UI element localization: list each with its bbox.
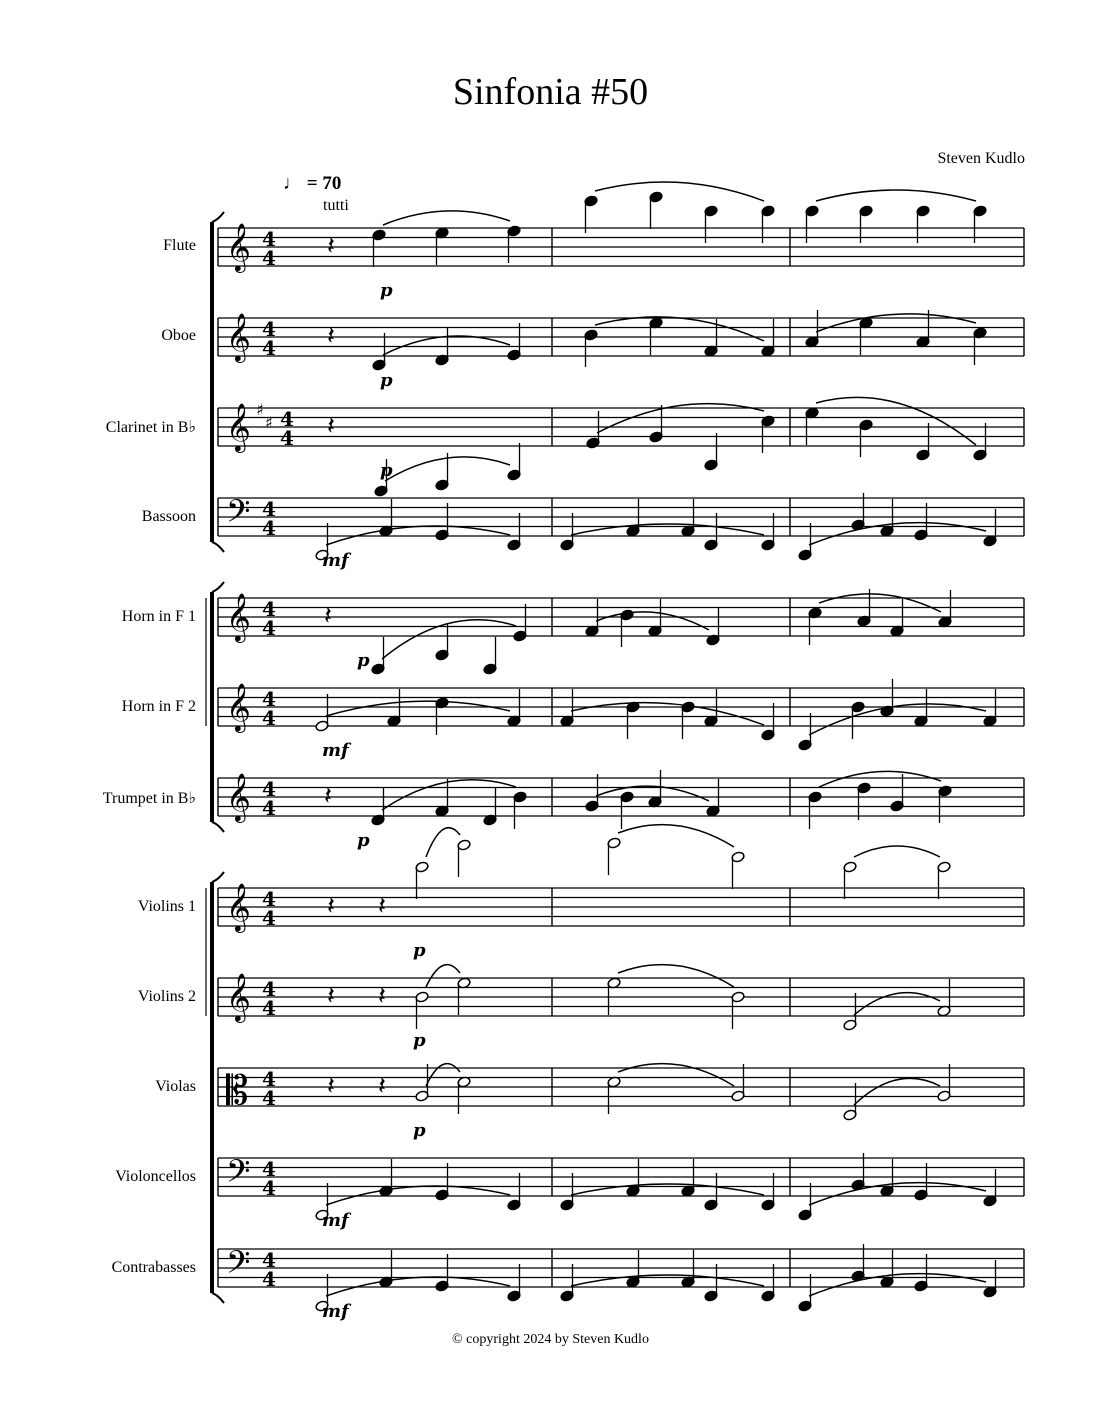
instrument-label: Oboe: [161, 327, 196, 344]
quarter-rest-icon: 𝄽: [378, 1071, 386, 1101]
dynamic-marking: p: [357, 650, 370, 671]
quarter-rest-icon: 𝄽: [327, 231, 335, 261]
dynamic-marking: p: [380, 370, 393, 391]
time-signature-numerator: 4: [262, 497, 276, 521]
treble-clef-icon: 𝄞: [226, 222, 251, 271]
time-signature-denominator: 4: [262, 996, 276, 1020]
quarter-rest-icon: 𝄽: [327, 1071, 335, 1101]
dynamic-marking: p: [357, 830, 370, 851]
instrument-label: Contrabasses: [111, 1259, 196, 1276]
slur: [854, 846, 940, 857]
time-signature-numerator: 4: [262, 597, 276, 621]
bracket-cap: [212, 542, 224, 552]
bracket-cap: [212, 1293, 224, 1303]
slur: [809, 704, 986, 735]
quarter-rest-icon: 𝄽: [378, 891, 386, 921]
time-signature-numerator: 4: [262, 777, 276, 801]
copyright-notice: © copyright 2024 by Steven Kudlo: [452, 1332, 649, 1347]
treble-clef-icon: 𝄞: [226, 592, 251, 641]
time-signature-numerator: 4: [262, 227, 276, 251]
composer-name: Steven Kudlo: [937, 150, 1025, 167]
dynamic-marking: p: [413, 940, 426, 961]
dynamic-marking: mf: [322, 1210, 349, 1231]
treble-clef-icon: 𝄞: [226, 312, 251, 361]
time-signature-numerator: 4: [262, 317, 276, 341]
time-signature-numerator: 4: [262, 887, 276, 911]
sharp-icon: ♯: [256, 400, 264, 419]
treble-clef-icon: 𝄞: [226, 972, 251, 1021]
instrument-label: Clarinet in B♭: [105, 419, 196, 436]
bass-clef-icon: 𝄢: [226, 493, 251, 537]
slur: [618, 825, 734, 847]
dynamic-marking: mf: [322, 740, 349, 761]
bass-clef-icon: 𝄢: [226, 1153, 251, 1197]
dynamic-marking: mf: [322, 1301, 349, 1322]
slur: [816, 314, 976, 332]
slur: [595, 182, 764, 201]
slur: [854, 1078, 940, 1105]
slur: [383, 336, 510, 355]
slur: [571, 524, 764, 535]
sharp-icon: ♯: [265, 413, 273, 432]
treble-clef-icon: 𝄞: [226, 772, 251, 821]
instrument-label: Violins 2: [137, 988, 196, 1005]
slur: [618, 965, 734, 987]
time-signature-denominator: 4: [280, 426, 294, 450]
bass-clef-icon: 𝄢: [226, 1244, 251, 1288]
treble-clef-icon: 𝄞: [226, 682, 251, 731]
slur: [426, 965, 460, 987]
tempo-marking: ♩ = 70: [283, 173, 342, 194]
slur: [571, 1184, 764, 1195]
time-signature-numerator: 4: [280, 407, 294, 431]
quarter-rest-icon: 𝄽: [378, 981, 386, 1011]
instrument-label: Violas: [155, 1078, 196, 1095]
dynamic-marking: p: [413, 1030, 426, 1051]
instrument-label: Horn in F 1: [121, 608, 196, 625]
dynamic-marking: p: [413, 1120, 426, 1141]
instrument-label: Flute: [163, 237, 196, 254]
time-signature-denominator: 4: [262, 796, 276, 820]
slur: [618, 1064, 734, 1086]
time-signature-denominator: 4: [262, 1267, 276, 1291]
slur: [819, 771, 941, 787]
instrument-label: Violoncellos: [115, 1168, 196, 1185]
time-signature-denominator: 4: [262, 706, 276, 730]
quarter-rest-icon: 𝄽: [327, 981, 335, 1011]
time-signature-numerator: 4: [262, 687, 276, 711]
slur: [326, 701, 510, 716]
slur: [819, 594, 941, 612]
slur: [816, 190, 976, 201]
slur: [571, 1275, 764, 1286]
treble-clef-icon: 𝄞: [226, 402, 251, 451]
quarter-rest-icon: 𝄽: [327, 321, 335, 351]
quarter-rest-icon: 𝄽: [327, 411, 335, 441]
bracket-cap: [212, 872, 224, 882]
time-signature-numerator: 4: [262, 1248, 276, 1272]
time-signature-denominator: 4: [262, 246, 276, 270]
slur: [426, 828, 460, 857]
instrument-label: Trumpet in B♭: [102, 790, 196, 807]
time-signature-denominator: 4: [262, 516, 276, 540]
slur: [816, 397, 976, 445]
time-signature-numerator: 4: [262, 1067, 276, 1091]
bracket-cap: [212, 212, 224, 222]
bracket-cap: [212, 822, 224, 832]
instrument-label: Horn in F 2: [121, 698, 196, 715]
alto-clef-icon: 𝄡: [226, 1068, 249, 1114]
bracket-cap: [212, 582, 224, 592]
instrument-label: Bassoon: [141, 508, 196, 525]
time-signature-denominator: 4: [262, 616, 276, 640]
time-signature-denominator: 4: [262, 1176, 276, 1200]
slur: [571, 703, 764, 725]
dynamic-marking: p: [380, 280, 393, 301]
slur: [383, 211, 510, 225]
instrument-label: Violins 1: [137, 898, 196, 915]
time-signature-numerator: 4: [262, 977, 276, 1001]
slur: [426, 1064, 460, 1086]
score-title: Sinfonia #50: [452, 71, 649, 113]
time-signature-denominator: 4: [262, 906, 276, 930]
dynamic-marking: p: [380, 460, 393, 481]
time-signature-denominator: 4: [262, 336, 276, 360]
time-signature-denominator: 4: [262, 1086, 276, 1110]
quarter-rest-icon: 𝄽: [324, 781, 332, 811]
quarter-rest-icon: 𝄽: [324, 601, 332, 631]
treble-clef-icon: 𝄞: [226, 882, 251, 931]
quarter-rest-icon: 𝄽: [327, 891, 335, 921]
dynamic-marking: mf: [322, 550, 349, 571]
slur: [854, 993, 940, 1015]
expression-text: tutti: [323, 197, 349, 214]
time-signature-numerator: 4: [262, 1157, 276, 1181]
